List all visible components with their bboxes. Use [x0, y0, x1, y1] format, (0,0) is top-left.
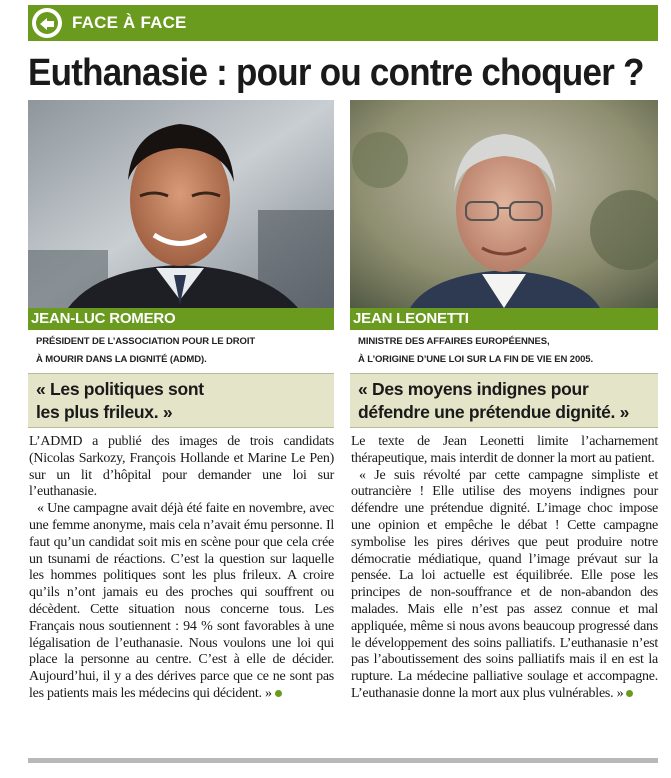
paragraph: « Je suis révolté par cette campagne simpliste et outrancière ! Elle utilise des moyens indignes pour défendre une prétendue dignité. L’image choc impose une opinion et empêche le débat ! Cette campagne symbolise les pires dérives que peut produire notre démocratie médiatique, quand l’image prévaut sur la pensée. La loi actuelle est équilibrée. Elle pose les principes de non-souffrance et de non-abandon des malades. Mais elle n’est pas assez connue et mal appliquée, même si nous avons beaucoup progressé dans le développement des soins palliatifs. L’euthanasie n’est pas l’aboutissement des soins palliatifs mais il en est la rupture. La médecine palliative soulage et accompagne. L’euthanasie donne la mort aux plus vulnérables. »	[351, 467, 658, 701]
face-a-face-logo-icon	[32, 8, 62, 38]
article-body	[350, 434, 658, 703]
portrait-photo-romero	[28, 100, 334, 308]
headline: Euthanasie : pour ou contre choquer ?	[28, 52, 644, 94]
end-mark-icon	[626, 690, 633, 697]
right-column	[350, 100, 658, 703]
role-line: PRÉSIDENT DE L’ASSOCIATION POUR LE DROIT	[36, 336, 256, 347]
person-role	[350, 330, 658, 373]
section-label: FACE À FACE	[72, 13, 187, 32]
role-line: À MOURIR DANS LA DIGNITÉ (ADMD).	[36, 354, 207, 365]
quote-line: « Les politiques sont	[36, 379, 204, 399]
article-body	[28, 434, 334, 703]
paragraph: « Une campagne avait déjà été faite en novembre, avec une femme anonyme, mais cela n’avait ému personne. Il faut qu’un candidat soit mis en scène pour que cela crée un tsunami de réactions. C’est la question sur laquelle les hommes politiques sont les plus frileux. A croire qu’ils n’ont jamais eu des proches qui souffrent ou décèdent. Cette situation nous concerne tous. Les Français nous soutiennent : 94 % sont favorables à une légalisation de l’euthanasie. Nous voulons une loi qui place la personne au centre. C’est à elle de décider. Aujourd’hui, il y a des dérives parce que ce ne sont pas les patients mais les médecins qui décident. »	[29, 501, 334, 701]
quote-line: défendre une prétendue dignité. »	[358, 402, 630, 422]
role-line: À L’ORIGINE D’UNE LOI SUR LA FIN DE VIE EN 2005.	[358, 354, 594, 365]
person-role	[28, 330, 334, 373]
role-line: MINISTRE DES AFFAIRES EUROPÉENNES,	[358, 336, 550, 347]
column-divider	[340, 100, 341, 750]
pull-quote	[350, 373, 658, 428]
quote-line: « Des moyens indignes pour	[358, 379, 589, 399]
section-banner	[28, 5, 658, 41]
person-name: JEAN-LUC ROMERO	[28, 308, 334, 330]
end-mark-icon	[275, 690, 282, 697]
bottom-rule	[28, 758, 658, 763]
pull-quote	[28, 373, 334, 428]
quote-line: les plus frileux. »	[36, 402, 173, 422]
paragraph: Le texte de Jean Leonetti limite l’acharnement thérapeutique, mais interdit de donner la mort au patient.	[351, 434, 658, 466]
paragraph: L’ADMD a publié des images de trois candidats (Nicolas Sarkozy, François Hollande et Marine Le Pen) sur un lit d’hôpital pour demander une loi sur l’euthanasie.	[29, 434, 334, 500]
left-column	[28, 100, 334, 703]
person-name: JEAN LEONETTI	[350, 308, 658, 330]
portrait-photo-leonetti	[350, 100, 658, 308]
